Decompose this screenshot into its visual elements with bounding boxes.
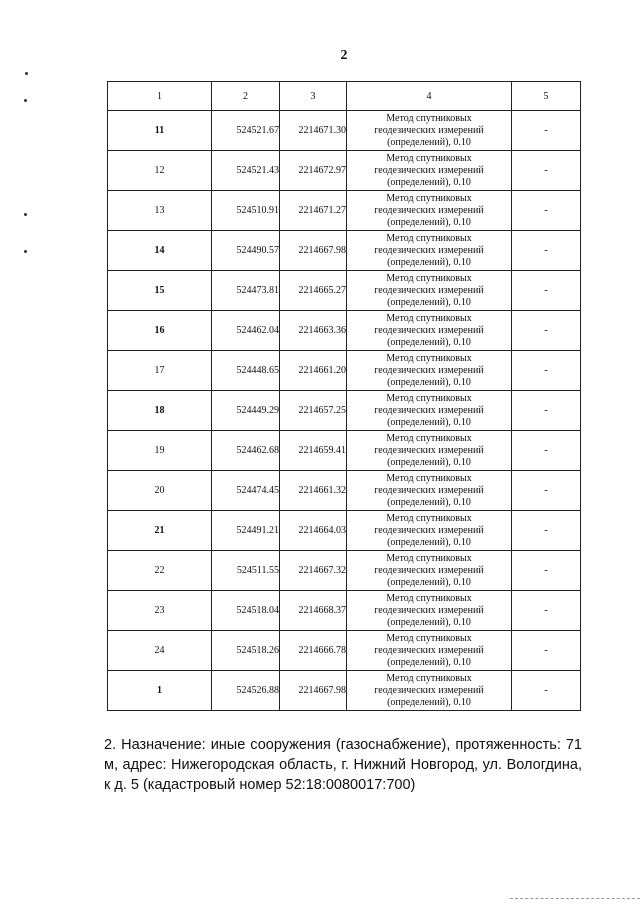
table-row <box>108 271 581 311</box>
method-line: (определений), 0.10 <box>387 176 471 188</box>
point-number-cell: 24 <box>108 631 212 671</box>
page-number <box>0 48 640 64</box>
description-cell: - <box>512 551 581 591</box>
method-line: геодезических измерений <box>374 324 484 336</box>
x-coordinate-cell: 524490.57 <box>212 231 280 271</box>
header-cell: 3 <box>280 82 347 111</box>
table-row <box>108 431 581 471</box>
description-cell: - <box>512 511 581 551</box>
method-cell <box>347 431 512 471</box>
method-line: Метод спутниковых <box>386 272 472 284</box>
method-cell <box>347 351 512 391</box>
method-line: Метод спутниковых <box>386 192 472 204</box>
y-coordinate-cell: 2214657.25 <box>280 391 347 431</box>
method-cell <box>347 471 512 511</box>
method-line: Метод спутниковых <box>386 632 472 644</box>
table-body <box>108 111 581 711</box>
y-coordinate-cell: 2214672.97 <box>280 151 347 191</box>
method-line: геодезических измерений <box>374 524 484 536</box>
scan-speck <box>24 213 27 216</box>
method-line: Метод спутниковых <box>386 512 472 524</box>
method-line: (определений), 0.10 <box>387 136 471 148</box>
method-cell <box>347 551 512 591</box>
x-coordinate-cell: 524518.26 <box>212 631 280 671</box>
scan-edge-line <box>510 898 640 900</box>
page-number-text: 2 <box>340 48 348 63</box>
method-line: геодезических измерений <box>374 604 484 616</box>
description-cell: - <box>512 471 581 511</box>
method-line: (определений), 0.10 <box>387 656 471 668</box>
method-cell <box>347 511 512 551</box>
point-number-cell: 12 <box>108 151 212 191</box>
method-line: (определений), 0.10 <box>387 416 471 428</box>
method-cell <box>347 671 512 711</box>
description-cell: - <box>512 271 581 311</box>
table-row <box>108 231 581 271</box>
point-number-cell: 19 <box>108 431 212 471</box>
method-line: геодезических измерений <box>374 164 484 176</box>
description-cell: - <box>512 231 581 271</box>
method-line: Метод спутниковых <box>386 672 472 684</box>
description-cell: - <box>512 431 581 471</box>
description-cell: - <box>512 151 581 191</box>
table-row <box>108 551 581 591</box>
y-coordinate-cell: 2214664.03 <box>280 511 347 551</box>
x-coordinate-cell: 524462.68 <box>212 431 280 471</box>
point-number-cell: 20 <box>108 471 212 511</box>
x-coordinate-cell: 524491.21 <box>212 511 280 551</box>
description-cell: - <box>512 311 581 351</box>
x-coordinate-cell: 524449.29 <box>212 391 280 431</box>
table-row <box>108 151 581 191</box>
x-coordinate-cell: 524518.04 <box>212 591 280 631</box>
table-header-row <box>108 82 581 111</box>
table-row <box>108 591 581 631</box>
table-row <box>108 631 581 671</box>
x-coordinate-cell: 524511.55 <box>212 551 280 591</box>
method-cell <box>347 191 512 231</box>
y-coordinate-cell: 2214671.27 <box>280 191 347 231</box>
scan-speck <box>24 99 27 102</box>
table-row <box>108 111 581 151</box>
method-line: геодезических измерений <box>374 484 484 496</box>
method-line: (определений), 0.10 <box>387 616 471 628</box>
x-coordinate-cell: 524448.65 <box>212 351 280 391</box>
y-coordinate-cell: 2214661.20 <box>280 351 347 391</box>
method-line: Метод спутниковых <box>386 432 472 444</box>
description-cell: - <box>512 351 581 391</box>
point-number-cell: 13 <box>108 191 212 231</box>
description-cell: - <box>512 391 581 431</box>
method-line: геодезических измерений <box>374 644 484 656</box>
table-row <box>108 311 581 351</box>
method-cell <box>347 231 512 271</box>
method-line: Метод спутниковых <box>386 152 472 164</box>
method-line: Метод спутниковых <box>386 112 472 124</box>
method-line: Метод спутниковых <box>386 592 472 604</box>
coordinates-table <box>107 81 581 711</box>
point-number-cell: 21 <box>108 511 212 551</box>
table-row <box>108 471 581 511</box>
point-number-cell: 16 <box>108 311 212 351</box>
y-coordinate-cell: 2214668.37 <box>280 591 347 631</box>
method-line: (определений), 0.10 <box>387 376 471 388</box>
point-number-cell: 17 <box>108 351 212 391</box>
x-coordinate-cell: 524521.43 <box>212 151 280 191</box>
method-line: геодезических измерений <box>374 244 484 256</box>
description-cell: - <box>512 631 581 671</box>
method-line: (определений), 0.10 <box>387 296 471 308</box>
method-line: (определений), 0.10 <box>387 216 471 228</box>
scan-speck <box>25 72 28 75</box>
x-coordinate-cell: 524462.04 <box>212 311 280 351</box>
x-coordinate-cell: 524510.91 <box>212 191 280 231</box>
point-number-cell: 18 <box>108 391 212 431</box>
header-cell: 2 <box>212 82 280 111</box>
y-coordinate-cell: 2214661.32 <box>280 471 347 511</box>
point-number-cell: 14 <box>108 231 212 271</box>
x-coordinate-cell: 524521.67 <box>212 111 280 151</box>
method-line: Метод спутниковых <box>386 552 472 564</box>
x-coordinate-cell: 524526.88 <box>212 671 280 711</box>
method-line: геодезических измерений <box>374 444 484 456</box>
method-line: (определений), 0.10 <box>387 576 471 588</box>
method-line: Метод спутниковых <box>386 352 472 364</box>
y-coordinate-cell: 2214666.78 <box>280 631 347 671</box>
method-line: (определений), 0.10 <box>387 256 471 268</box>
method-line: Метод спутниковых <box>386 312 472 324</box>
method-line: (определений), 0.10 <box>387 696 471 708</box>
scan-speck <box>24 250 27 253</box>
method-line: (определений), 0.10 <box>387 336 471 348</box>
y-coordinate-cell: 2214667.32 <box>280 551 347 591</box>
method-cell <box>347 591 512 631</box>
method-line: геодезических измерений <box>374 564 484 576</box>
description-cell: - <box>512 591 581 631</box>
method-line: геодезических измерений <box>374 684 484 696</box>
purpose-paragraph: 2. Назначение: иные сооружения (газоснабжение), протяженность: 71 м, адрес: Нижегородская область, г. Нижний Новгород, ул. Вологдина, к д. 5 (кадастровый номер 52:18:0080017:700) <box>104 737 582 793</box>
method-cell <box>347 271 512 311</box>
x-coordinate-cell: 524474.45 <box>212 471 280 511</box>
method-cell <box>347 391 512 431</box>
method-line: (определений), 0.10 <box>387 536 471 548</box>
method-line: (определений), 0.10 <box>387 456 471 468</box>
point-number-cell: 15 <box>108 271 212 311</box>
method-cell <box>347 311 512 351</box>
y-coordinate-cell: 2214667.98 <box>280 671 347 711</box>
method-line: Метод спутниковых <box>386 472 472 484</box>
method-line: геодезических измерений <box>374 364 484 376</box>
y-coordinate-cell: 2214667.98 <box>280 231 347 271</box>
table-row <box>108 511 581 551</box>
method-line: геодезических измерений <box>374 204 484 216</box>
y-coordinate-cell: 2214663.36 <box>280 311 347 351</box>
y-coordinate-cell: 2214659.41 <box>280 431 347 471</box>
table-row <box>108 351 581 391</box>
point-number-cell: 11 <box>108 111 212 151</box>
method-line: геодезических измерений <box>374 404 484 416</box>
method-line: геодезических измерений <box>374 284 484 296</box>
table-row <box>108 391 581 431</box>
x-coordinate-cell: 524473.81 <box>212 271 280 311</box>
y-coordinate-cell: 2214671.30 <box>280 111 347 151</box>
point-number-cell: 23 <box>108 591 212 631</box>
header-cell: 1 <box>108 82 212 111</box>
method-line: Метод спутниковых <box>386 232 472 244</box>
table-row <box>108 671 581 711</box>
method-cell <box>347 151 512 191</box>
method-line: Метод спутниковых <box>386 392 472 404</box>
table-row <box>108 191 581 231</box>
point-number-cell: 1 <box>108 671 212 711</box>
y-coordinate-cell: 2214665.27 <box>280 271 347 311</box>
point-number-cell: 22 <box>108 551 212 591</box>
description-cell: - <box>512 671 581 711</box>
header-cell: 5 <box>512 82 581 111</box>
method-line: геодезических измерений <box>374 124 484 136</box>
description-cell: - <box>512 191 581 231</box>
description-cell: - <box>512 111 581 151</box>
header-cell: 4 <box>347 82 512 111</box>
method-cell <box>347 111 512 151</box>
method-cell <box>347 631 512 671</box>
method-line: (определений), 0.10 <box>387 496 471 508</box>
